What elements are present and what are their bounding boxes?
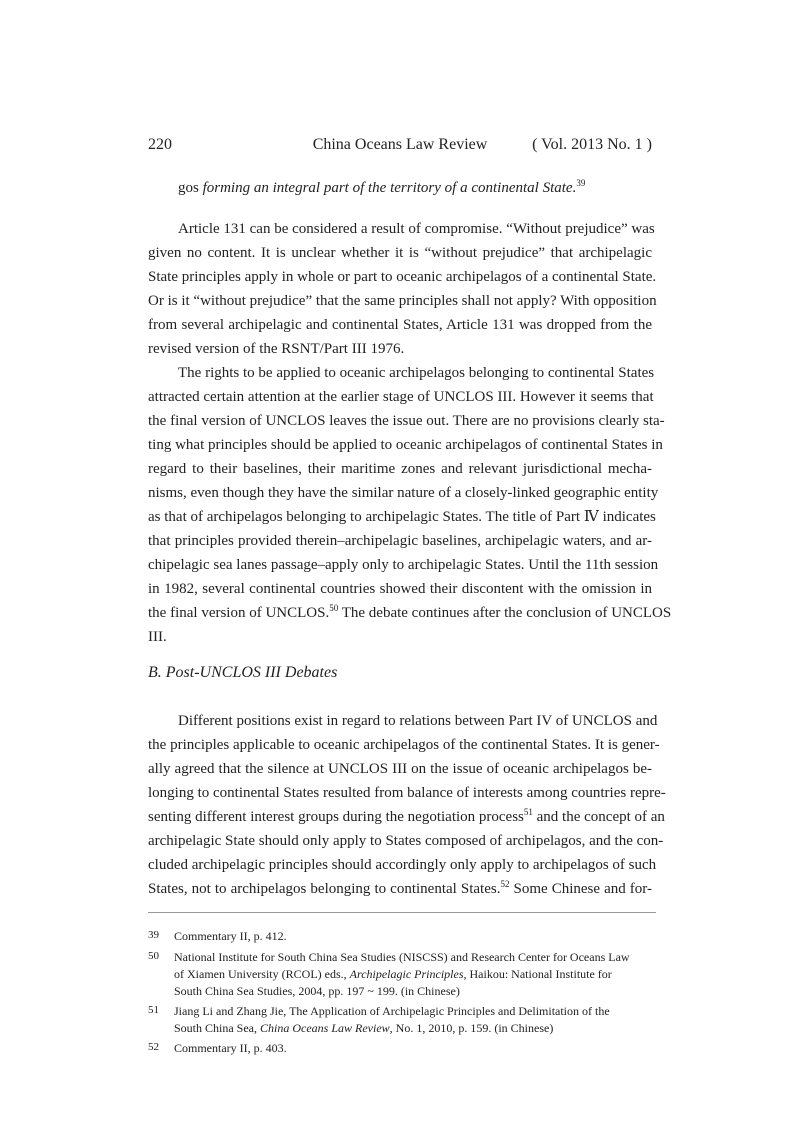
text-line: as that of archipelagos belonging to archipelagic States. The title of Part Ⅳ indicates <box>148 509 656 525</box>
text-line: gos forming an integral part of the territory of a continental State.$^{39}$ <box>178 178 586 196</box>
text-line: States, not to archipelagos belonging to continental States.$^{52}$ Some Chinese and for- <box>148 879 652 897</box>
text-line: that principles provided therein–archipelagic baselines, archipelagic waters, and ar- <box>148 533 652 549</box>
footnote-number: 39 <box>148 929 159 941</box>
text-line: The rights to be applied to oceanic archipelagos belonging to continental States <box>178 365 655 381</box>
text-line: ally agreed that the silence at UNCLOS III on the issue of oceanic archipelagos be- <box>148 761 652 777</box>
footnote-number: 52 <box>148 1041 159 1053</box>
footnote-ref[interactable]: 50 <box>329 603 339 613</box>
text-line: the final version of UNCLOS leaves the issue out. There are no provisions clearly sta- <box>148 413 665 429</box>
text-line: given no content. It is unclear whether it is “without prejudice” that archipelagic <box>148 245 652 261</box>
text-line: archipelagic State should only apply to States composed of archipelagos, and the con- <box>148 833 664 849</box>
footnote-50-line-2: of Xiamen University (RCOL) eds., Archipelagic Principles, Haikou: National Institute for <box>174 967 612 981</box>
volume-info: ( Vol. 2013 No. 1 ) <box>532 136 652 153</box>
footnote-39: Commentary II, p. 412. <box>174 929 287 943</box>
footnote-divider <box>148 912 656 913</box>
text-line: Or is it “without prejudice” that the same principles shall not apply? With opposition <box>148 293 657 309</box>
page-number: 220 <box>148 136 172 153</box>
text-line: the final version of UNCLOS.$^{50}$ The debate continues after the conclusion of UNCLOS <box>148 603 672 621</box>
running-header <box>148 136 652 156</box>
text-line: III. <box>148 629 167 645</box>
footnote-51-line-2: South China Sea, China Oceans Law Review, No. 1, 2010, p. 159. (in Chinese) <box>174 1021 554 1035</box>
footnote-ref[interactable]: 52 <box>500 879 510 889</box>
footnote-ref[interactable]: 51 <box>523 807 533 817</box>
text-line: revised version of the RSNT/Part III 1976. <box>148 341 405 357</box>
footnote-50-line-1: National Institute for South China Sea Studies (NISCSS) and Research Center for Oceans Law <box>174 950 630 964</box>
text-line: cluded archipelagic principles should accordingly only apply to archipelagos of such <box>148 857 657 873</box>
footnote-number: 50 <box>148 950 159 962</box>
text-line: nisms, even though they have the similar nature of a closely-linked geographic entity <box>148 485 659 501</box>
journal-title: China Oceans Law Review <box>312 136 488 153</box>
text-line: Article 131 can be considered a result of compromise. “Without prejudice” was <box>178 221 655 237</box>
footnote-51-line-1: Jiang Li and Zhang Jie, The Application of Archipelagic Principles and Delimitation of the <box>174 1004 610 1018</box>
text-line: senting different interest groups during the negotiation process$^{51}$ and the concept of an <box>148 807 665 825</box>
footnote-number: 51 <box>148 1004 159 1016</box>
text-line: chipelagic sea lanes passage–apply only to archipelagic States. Until the 11th session <box>148 557 659 573</box>
text-line: Different positions exist in regard to relations between Part IV of UNCLOS and <box>178 713 658 729</box>
footnote-52: Commentary II, p. 403. <box>174 1041 287 1055</box>
text-line: attracted certain attention at the earlier stage of UNCLOS III. However it seems that <box>148 389 654 405</box>
section-heading: B. Post-UNCLOS III Debates <box>148 664 338 681</box>
text-line: in 1982, several continental countries showed their discontent with the omission in <box>148 581 652 597</box>
footnote-ref[interactable]: 39 <box>576 178 586 188</box>
text-line: longing to continental States resulted from balance of interests among countries repre- <box>148 785 666 801</box>
text-line: State principles apply in whole or part to oceanic archipelagos of a continental State. <box>148 269 657 285</box>
text-line: regard to their baselines, their maritime zones and relevant jurisdictional mecha- <box>148 461 652 477</box>
text-line: the principles applicable to oceanic archipelagos of the continental States. It is gener- <box>148 737 660 753</box>
text-line: ting what principles should be applied to oceanic archipelagos of continental States in <box>148 437 663 453</box>
text-line: from several archipelagic and continental States, Article 131 was dropped from the <box>148 317 652 333</box>
footnote-50-line-3: South China Sea Studies, 2004, pp. 197 ~ 199. (in Chinese) <box>174 984 460 998</box>
